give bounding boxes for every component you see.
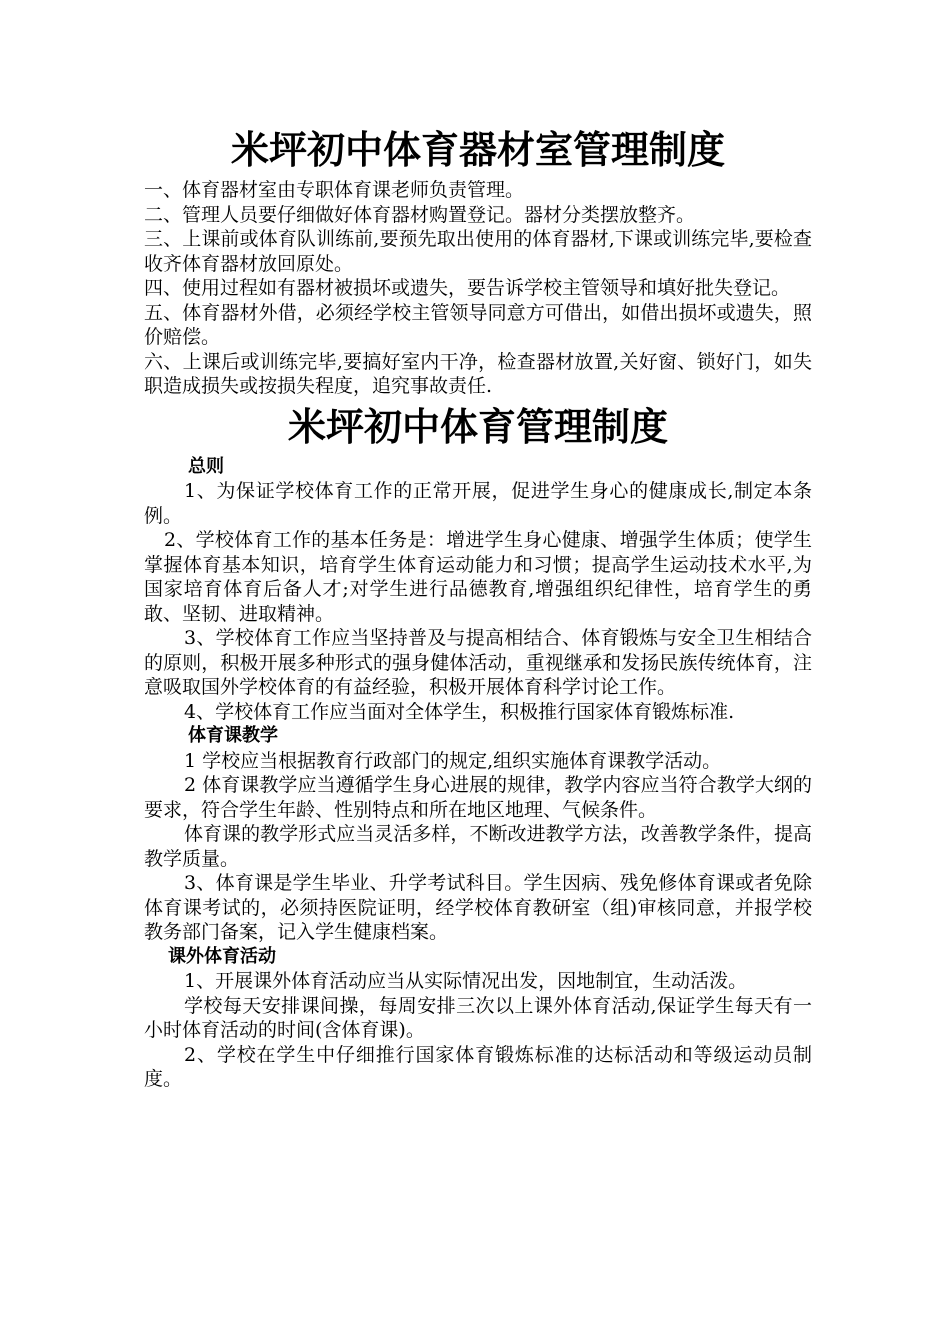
- teaching-para-2: 2 体育课教学应当遵循学生身心进展的规律，教学内容应当符合教学大纲的要求，符合学生年龄、性别特点和所在地区地理、气候条件。: [144, 774, 812, 821]
- extracurricular-para-1: 1、开展课外体育活动应当从实际情况出发，因地制宜，生动活泼。: [184, 970, 748, 992]
- rule-item-2: 二、管理人员要仔细做好体育器材购置登记。器材分类摆放整齐。: [144, 203, 696, 226]
- extracurricular-para-3: 2、学校在学生中仔细推行国家体育锻炼标准的达标活动和等级运动员制度。: [144, 1043, 812, 1090]
- document-page: [144, 122, 812, 1092]
- rule-item-3: 三、上课前或体育队训练前,要预先取出使用的体育器材,下课或训练完毕,要检查收齐体育器材放回原处。: [144, 228, 812, 275]
- equipment-rules-list: [144, 178, 812, 399]
- rule-item-4: 四、使用过程如有器材被损坏或遗失，要告诉学校主管领导和填好批失登记。: [144, 277, 791, 299]
- teaching-para-1: 1 学校应当根据教育行政部门的规定,组织实施体育课教学活动。: [184, 749, 722, 772]
- section-extracurricular: [144, 945, 812, 1092]
- teaching-para-4: 3、体育课是学生毕业、升学考试科目。学生因病、残免修体育课或者免除体育课考试的，必须持医院证明，经学校体育教研室（组)审核同意，并报学校教务部门备案，记入学生健康档案。: [144, 872, 812, 943]
- general-para-3: 3、学校体育工作应当坚持普及与提高相结合、体育锻炼与安全卫生相结合的原则，积极开展多种形式的强身健体活动，重视继承和发扬民族传统体育，注意吸取国外学校体育的有益经验，积极开展体育科学讨论工作。: [144, 627, 812, 698]
- section-heading-general: 总则: [188, 455, 224, 477]
- section-heading-extracurricular: 课外体育活动: [168, 945, 276, 967]
- document-title-pe-management: 米坪初中体育管理制度: [287, 404, 668, 449]
- rule-item-5: 五、体育器材外借，必须经学校主管领导同意方可借出，如借出损坏或遗失，照价赔偿。: [144, 301, 812, 348]
- rule-item-6: 六、上课后或训练完毕,要搞好室内干净，检查器材放置,关好窗、锁好门，如失职造成损失或按损失程度，追究事故责任.: [144, 350, 812, 397]
- rule-item-1: 一、体育器材室由专职体育课老师负责管理。: [144, 179, 525, 201]
- general-para-4: 4、学校体育工作应当面对全体学生，积极推行国家体育锻炼标准.: [184, 700, 735, 723]
- section-pe-teaching: [144, 724, 812, 945]
- section-general: [144, 455, 812, 725]
- extracurricular-para-2: 学校每天安排课间操，每周安排三次以上课外体育活动,保证学生每天有一小时体育活动的时间(含体育课)。: [144, 994, 812, 1041]
- general-para-1: 1、为保证学校体育工作的正常开展，促进学生身心的健康成长,制定本条例。: [144, 480, 812, 527]
- document-title-equipment-room: 米坪初中体育器材室管理制度: [230, 128, 725, 172]
- section-heading-pe-teaching: 体育课教学: [188, 725, 278, 746]
- teaching-para-3: 体育课的教学形式应当灵活多样，不断改进教学方法，改善教学条件，提高教学质量。: [144, 823, 812, 870]
- general-para-2: 2、学校体育工作的基本任务是：增进学生身心健康、增强学生体质；使学生掌握体育基本知识，培育学生体育运动能力和习惯；提高学生运动技术水平,为国家培育体育后备人才;对学生进行品德教育,增强组织纪律性，培育学生的勇敢、坚韧、进取精神。: [144, 529, 812, 625]
